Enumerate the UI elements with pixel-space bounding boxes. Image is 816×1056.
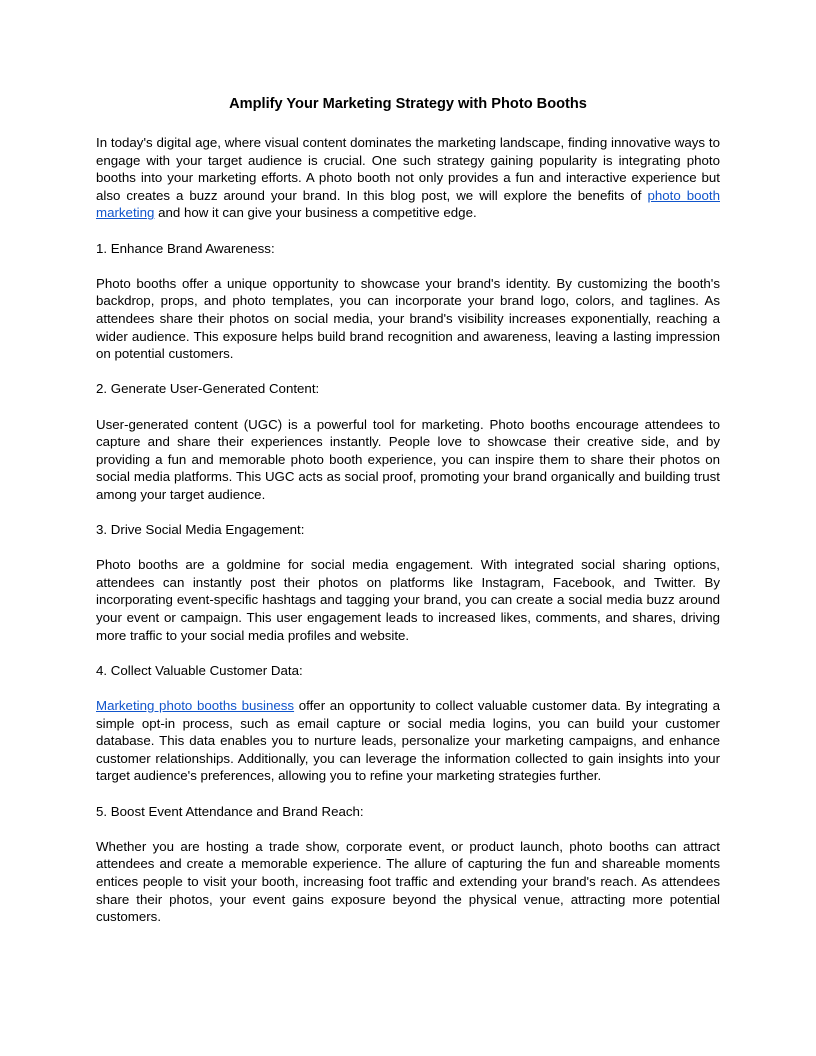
marketing-photo-booths-business-link[interactable]: Marketing photo booths business [96, 698, 295, 713]
section-body-user-generated-content: User-generated content (UGC) is a powerful tool for marketing. Photo booths encourage attendees to capture and share their experiences instantly. People love to showcase their creative side, and by providing a fun and memorable photo booth experience, you can inspire them to share their photos on social media platforms. This UGC acts as social proof, promoting your brand organically and building trust among your target audience. [96, 416, 720, 502]
document-title: Amplify Your Marketing Strategy with Photo Booths [229, 96, 587, 112]
intro-paragraph [96, 134, 720, 222]
section-heading-user-generated-content: 2. Generate User-Generated Content: [96, 381, 320, 397]
section-body-brand-awareness: Photo booths offer a unique opportunity to showcase your brand's identity. By customizing the booth's backdrop, props, and photo templates, you can incorporate your brand logo, colors, and taglines. As attendees share their photos on social media, your brand's visibility increases exponentially, reaching a wider audience. This exposure helps build brand recognition and awareness, leaving a lasting impression on potential customers. [96, 275, 720, 362]
section-heading-customer-data: 4. Collect Valuable Customer Data: [96, 662, 303, 678]
section-heading-social-media-engagement: 3. Drive Social Media Engagement: [96, 522, 305, 538]
section-body-customer-data-text: offer an opportunity to collect valuable customer data. By integrating a simple opt-in process, such as email capture or social media logins, you can build your customer database. This data enables you to nurture leads, personalize your marketing campaigns, and enhance customer relationships. Additionally, you can leverage the information collected to gain insights into your target audience's preferences, allowing you to refine your marketing strategies further. [96, 698, 720, 784]
section-heading-brand-awareness: 1. Enhance Brand Awareness: [96, 240, 275, 256]
section-body-event-attendance: Whether you are hosting a trade show, corporate event, or product launch, photo booths can attract attendees and create a memorable experience. The allure of capturing the fun and shareable moments entices people to visit your booth, increasing foot traffic and extending your brand's reach. As attendees share their photos, your event gains exposure beyond the physical venue, attracting more potential customers. [96, 838, 720, 925]
section-heading-event-attendance: 5. Boost Event Attendance and Brand Reach: [96, 803, 364, 819]
photo-booth-marketing-link[interactable]: photo booth marketing [96, 187, 720, 221]
intro-text-before-link: In today's digital age, where visual content dominates the marketing landscape, finding innovative ways to engage with your target audience is crucial. One such strategy gaining popularity is integrating photo booths into your marketing efforts. A photo booth not only provides a fun and interactive experience but also creates a buzz around your brand. In this blog post, we will explore the benefits of [96, 135, 720, 203]
section-body-social-media-engagement: Photo booths are a goldmine for social media engagement. With integrated social sharing options, attendees can instantly post their photos on platforms like Instagram, Facebook, and Twitter. By incorporating event-specific hashtags and tagging your brand, you can create a social media buzz around your event or campaign. This user engagement leads to increased likes, comments, and shares, driving more traffic to your social media profiles and website. [96, 557, 720, 643]
section-body-customer-data [96, 697, 720, 785]
intro-text-after-link: and how it can give your business a competitive edge. [154, 205, 477, 221]
document-page [96, 95, 720, 926]
